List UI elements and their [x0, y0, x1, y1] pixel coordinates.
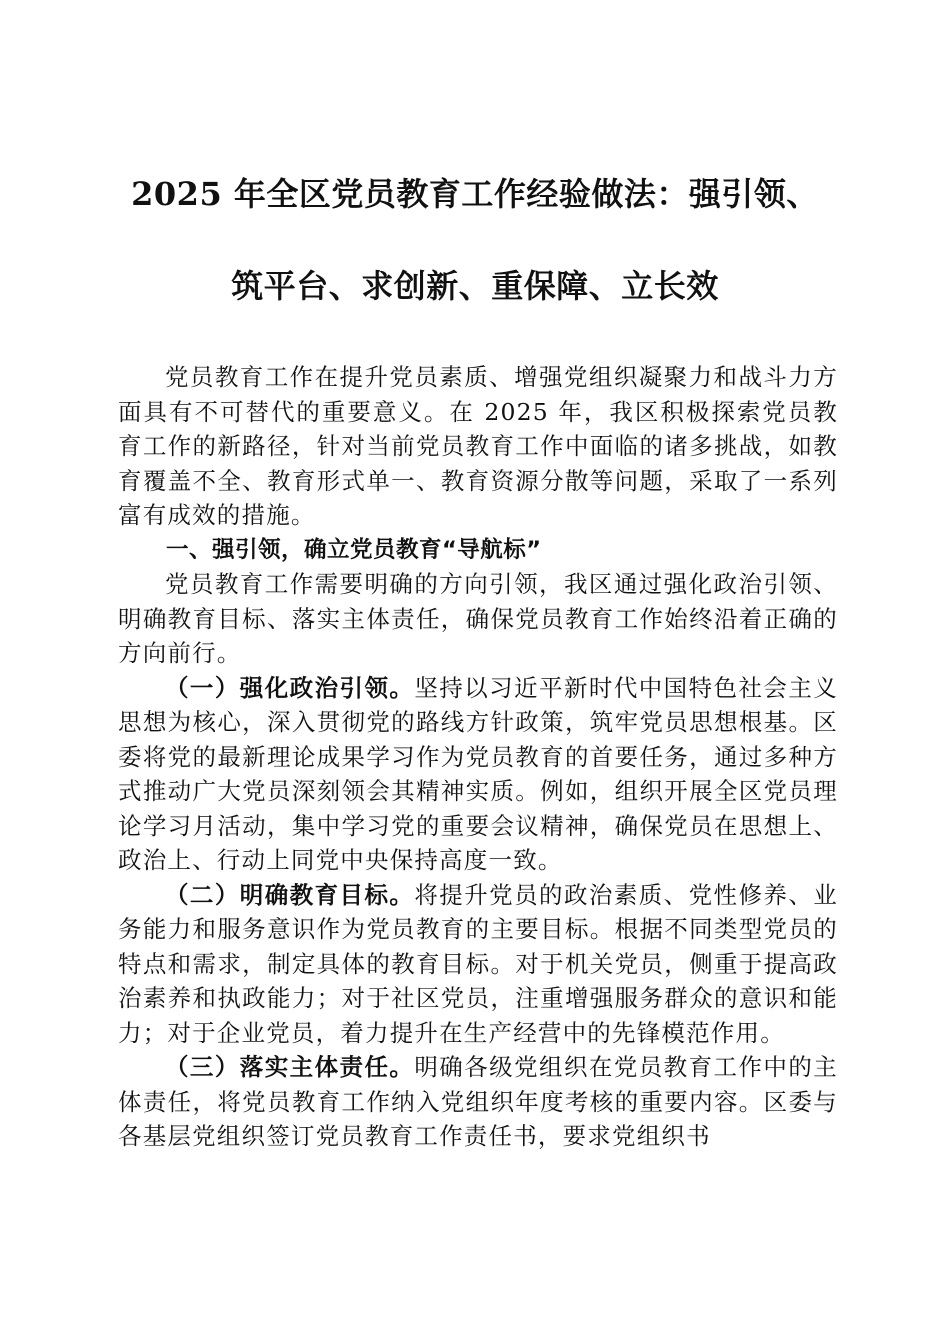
- item-text: 明确各级党组织在党员教育工作中的主体责任，将党员教育工作纳入党组织年度考核的重要内容。区委与各基层党组织签订党员教育工作责任书，要求党组织书: [118, 1053, 838, 1150]
- item-paragraph: [118, 671, 838, 878]
- document-title-line-1: 2025 年全区党员教育工作经验做法：强引领、: [131, 175, 819, 213]
- item-paragraph: [118, 878, 838, 1051]
- item-lead: （一）强化政治引领。: [165, 673, 415, 702]
- section-summary-paragraph: 党员教育工作需要明确的方向引领，我区通过强化政治引领、明确教育目标、落实主体责任，确保党员教育工作始终沿着正确的方向前行。: [118, 570, 838, 667]
- item-lead: （二）明确教育目标。: [165, 880, 415, 909]
- item-text: 坚持以习近平新时代中国特色社会主义思想为核心，深入贯彻党的路线方针政策，筑牢党员思想根基。区委将党的最新理论成果学习作为党员教育的首要任务，通过多种方式推动广大党员深刻领会其精神实质。例如，组织开展全区党员理论学习月活动，集中学习党的重要会议精神，确保党员在思想上、政治上、行动上同党中央保持高度一致。: [118, 673, 838, 874]
- section-heading: 一、强引领，确立党员教育“导航标”: [166, 536, 542, 563]
- document-title-line-2: 筑平台、求创新、重保障、立长效: [231, 267, 719, 305]
- item-text: 将提升党员的政治素质、党性修养、业务能力和服务意识作为党员教育的主要目标。根据不同类型党员的特点和需求，制定具体的教育目标。对于机关党员，侧重于提高政治素养和执政能力；对于社区党员，注重增强服务群众的意识和能力；对于企业党员，着力提升在生产经营中的先锋模范作用。: [118, 880, 838, 1047]
- document-body: [118, 360, 838, 1154]
- item-lead: （三）落实主体责任。: [165, 1053, 415, 1081]
- item-paragraph: [118, 1050, 838, 1154]
- intro-paragraph: 党员教育工作在提升党员素质、增强党组织凝聚力和战斗力方面具有不可替代的重要意义。在 2025 年，我区积极探索党员教育工作的新路径，针对当前党员教育工作中面临的诸多挑战，如教育覆盖不全、教育形式单一、教育资源分散等问题，采取了一系列富有成效的措施。: [118, 363, 838, 529]
